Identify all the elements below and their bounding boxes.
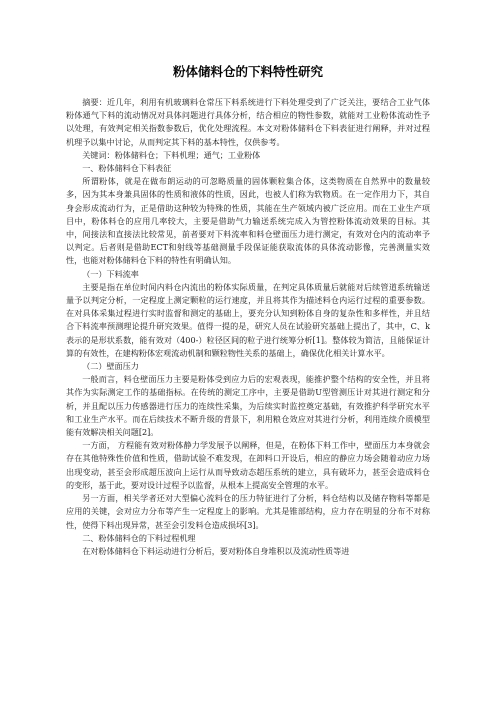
- abstract-paragraph: 摘要：近几年，利用有机玻璃料仓常压下料系统进行下料处理受到了广泛关注，要结合工业气体粉体通气下料的流动情况对具体问题进行具体分析，结合相应的物性参数，就能对工业粉体流动性予以处理，有效判定相关指数参数后，优化处理流程。本文对粉体储料仓下料表征进行阐释，并对过程机理予以集中讨论，从而判定其下料的基本特性，仅供参考。: [66, 97, 430, 147]
- body-paragraph: 一般而言，料仓壁面压力主要是粉体受到应力后的宏观表现，能推护整个结构的安全性，并且将其作为实际测定工作的基础指标。在传统的测定工序中，主要是借助U型管测压计对其进行测定和分析，并且配以压力传感器进行压力的连续性采集，为后续实时监控奠定基础，有效推护科学研究水平和工业生产水平。而在后续技术不断升级的背景下，利用粮仓效应对其进行分析，利用连续介质模型能有效解决相关问题[2]。: [66, 374, 430, 438]
- body-paragraph: 主要是指在单位时间内料仓内流出的粉体实际质量，在判定具体质量后就能对后续管道系统输送量予以判定分析，一定程度上测定颗粒的运行速度，并且将其作为描述料仓内运行过程的重要参数。在对具体采集过程进行实时监督和测定的基础上，要充分认知到粉体自身的复杂性和多样性，并且结合下料流率预测理论提升研究效果。值得一提的是，研究人员在试验研究基础上提出了，其中，C、k表示的是形状系数，能有效对（400-）粒径区间的粒子进行统筹分析[1]。整体较为简洁，且能保证计算的有效性，在建构粉体宏观流动机制和颗粒物性关系的基础上，确保优化相关计算水平。: [66, 281, 430, 358]
- body-paragraph: 另一方面，相关学者还对大型偏心流料仓的压力特征进行了分析，料仓结构以及储存物料等都是应用的关键，会对应力分布等产生一定程度上的影响。尤其是锥部结构，应力存在明显的分布不对称性，使得下料出现异常，甚至会引发料仓造成损坏[3]。: [66, 493, 430, 530]
- section-heading: （一）下料流率: [82, 268, 139, 279]
- body-paragraph: 一方面， 方程能有效对粉体静力学发展予以阐释，但是，在粉体下料工作中，壁面压力本身就会存在其他特殊性价值和性质，借助试验不难发现，在卸料口开设后，相应的静应力场会随着动应力场出现变动，甚至会形成超压波向上运行从而导致动态超压系统的建立，具有破坏力，甚至会造成料仓的变形，基于此，要对设计过程予以监督，从根本上提高安全管理的水平。: [66, 440, 430, 490]
- document-page: [66, 62, 430, 558]
- paper-body: [66, 96, 430, 558]
- section-heading: 一、粉体储料仓下料表征: [82, 163, 172, 174]
- paper-title: 粉体储料仓的下料特性研究: [172, 64, 323, 79]
- keywords-line: 关键词：粉体储料仓；下料机理；通气；工业粉体: [82, 149, 261, 160]
- sections-container: [66, 162, 430, 558]
- section-heading: （二）壁面压力: [82, 361, 139, 372]
- section-heading: 二、粉体储料仓的下料过程机理: [82, 532, 196, 543]
- body-paragraph: 所谓粉体，就是在做布朗运动的可忽略质量的固体颗粒集合体，这类物质在自然界中的数量较多，因为其本身兼具固体的性质和液体的性质，因此，也被人们称为软物质。在一定作用力下，其自身会形成流动行为，正是借助这种较为特殊的性质，其能在生产领域内被广泛应用。而在工业生产项目中，粉体料仓的应用几率较大，主要是借助气力输送系统完成入为管控粉体流动效果的目标。其中，间接法和直接法比较常见，前者要对下料流率和料仓壁面压力进行测定，有效对仓内的流动率予以判定。后者则是借助ECT和射线等基础测量手段保证能获取流体的具体流动影像，完善测量实效性，也能对粉体储料仓下料的特性有明确认知。: [66, 176, 430, 266]
- body-paragraph: 在对粉体储料仓下料运动进行分析后，要对粉体自身堆积以及流动性质等进: [82, 545, 350, 556]
